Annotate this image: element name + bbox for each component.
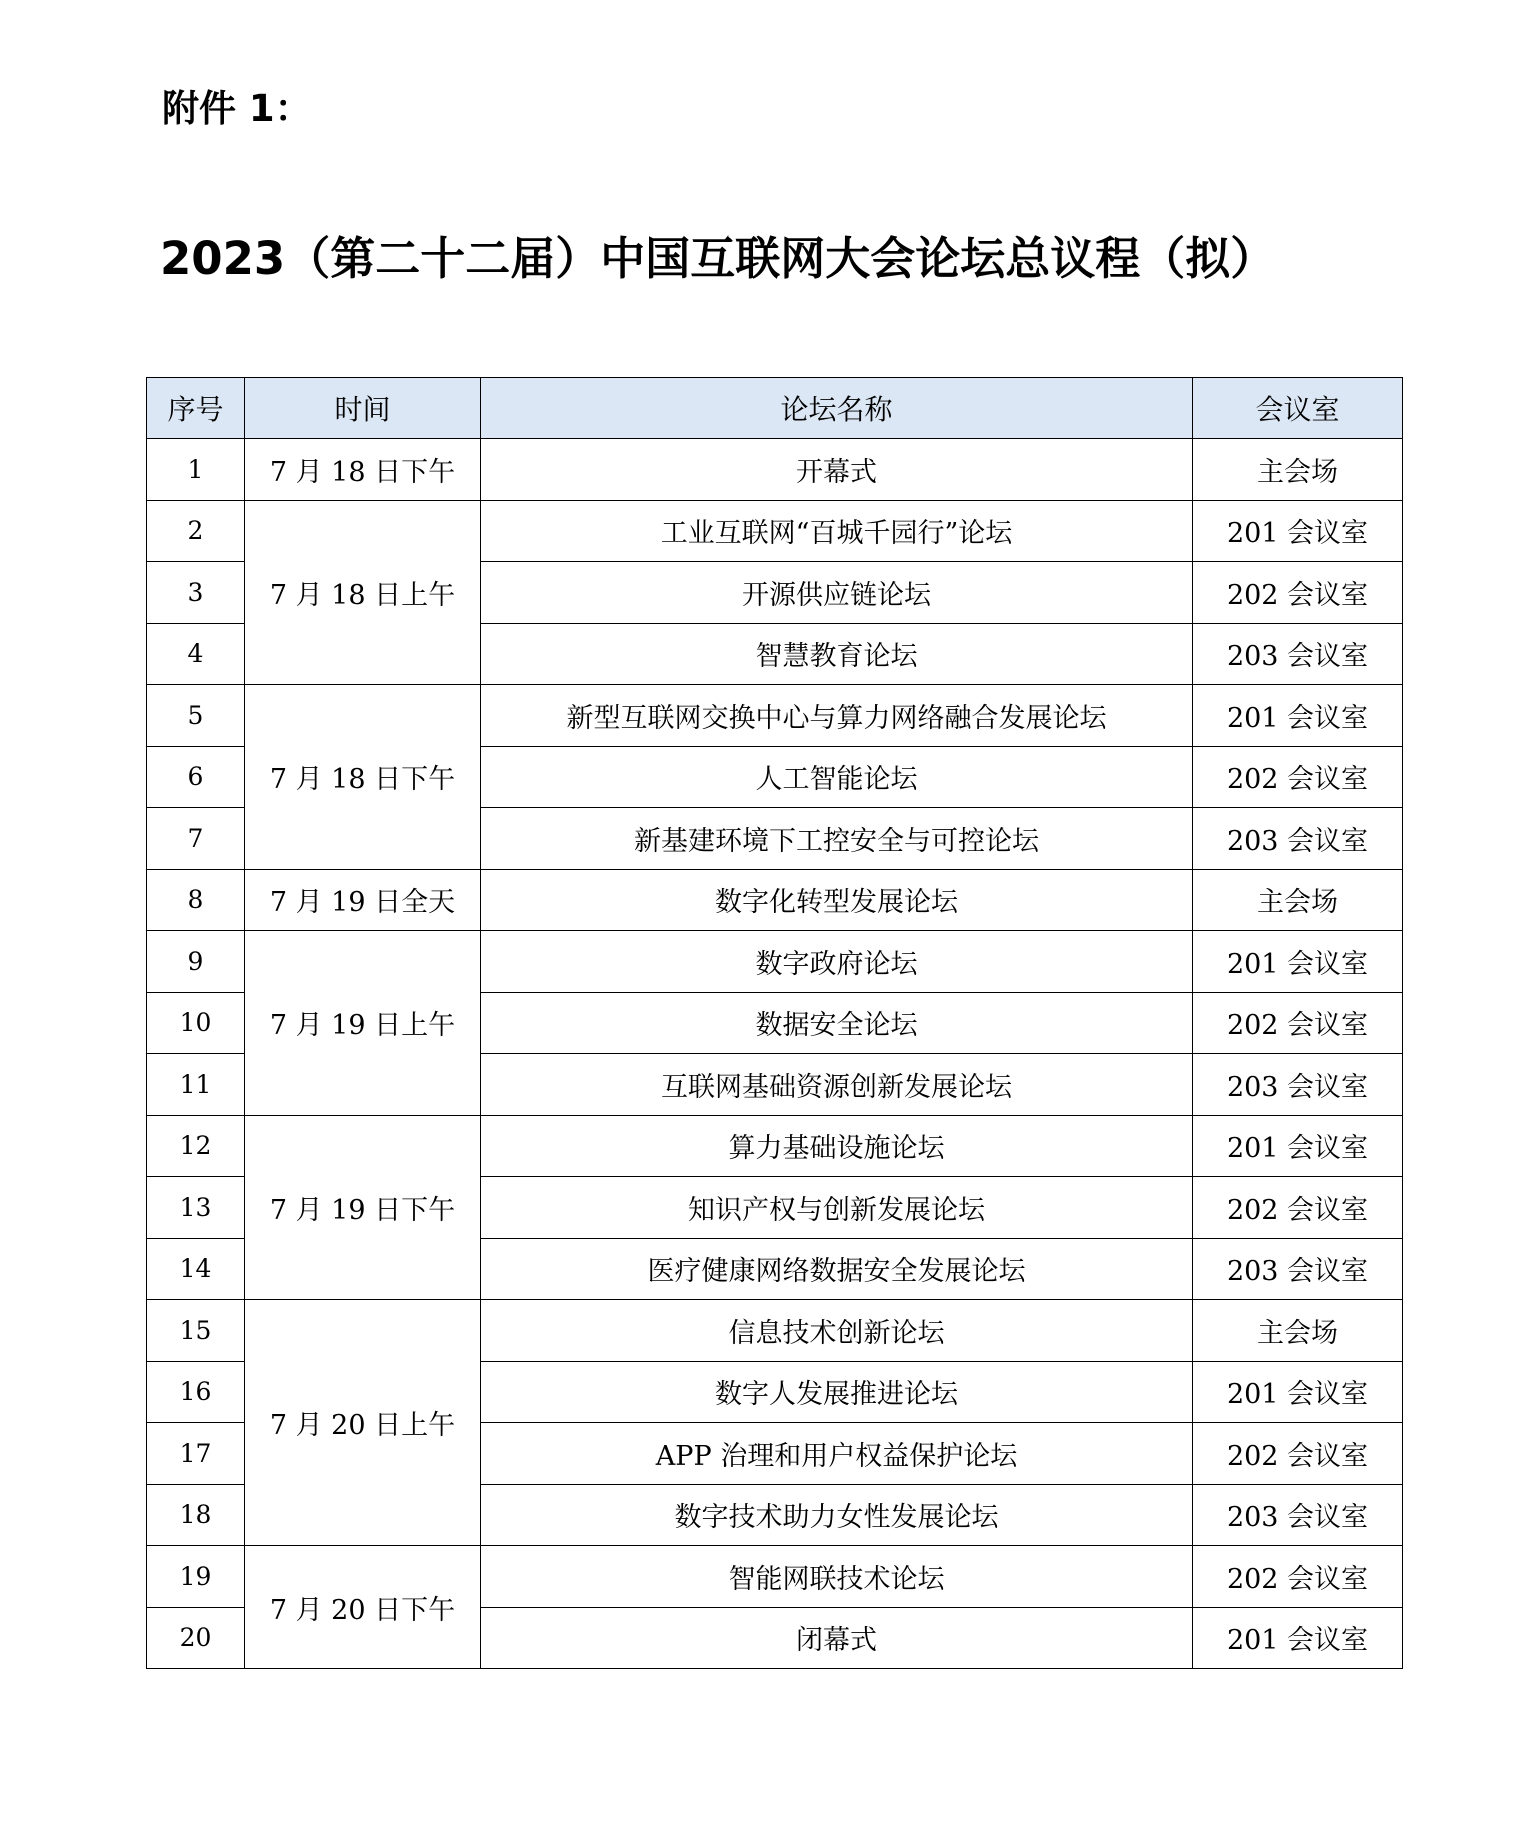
row-room: 主会场 <box>1193 869 1403 931</box>
row-room: 202 会议室 <box>1193 1546 1403 1608</box>
row-room: 203 会议室 <box>1193 1054 1403 1116</box>
row-forum: 开源供应链论坛 <box>481 562 1193 624</box>
row-seq: 9 <box>147 931 245 993</box>
page-title: 2023（第二十二届）中国互联网大会论坛总议程（拟） <box>160 232 1276 285</box>
row-forum: 数据安全论坛 <box>481 992 1193 1054</box>
row-seq: 12 <box>147 1115 245 1177</box>
row-time: 7 月 18 日下午 <box>245 685 481 870</box>
row-room: 201 会议室 <box>1193 1607 1403 1669</box>
row-room: 201 会议室 <box>1193 1115 1403 1177</box>
table-row <box>147 1115 1403 1177</box>
header-forum-name: 论坛名称 <box>481 378 1193 439</box>
row-room: 201 会议室 <box>1193 1361 1403 1423</box>
table-header <box>147 378 1403 439</box>
row-room: 203 会议室 <box>1193 1238 1403 1300</box>
row-seq: 15 <box>147 1300 245 1362</box>
row-forum: 新型互联网交换中心与算力网络融合发展论坛 <box>481 685 1193 747</box>
row-seq: 18 <box>147 1484 245 1546</box>
row-forum: 医疗健康网络数据安全发展论坛 <box>481 1238 1193 1300</box>
row-room: 203 会议室 <box>1193 1484 1403 1546</box>
table-row <box>147 931 1403 993</box>
row-seq: 4 <box>147 623 245 685</box>
row-forum: 数字政府论坛 <box>481 931 1193 993</box>
row-seq: 2 <box>147 500 245 562</box>
row-seq: 8 <box>147 869 245 931</box>
row-seq: 19 <box>147 1546 245 1608</box>
row-room: 203 会议室 <box>1193 808 1403 870</box>
table-row <box>147 685 1403 747</box>
row-room: 201 会议室 <box>1193 931 1403 993</box>
row-room: 201 会议室 <box>1193 685 1403 747</box>
row-seq: 13 <box>147 1177 245 1239</box>
row-time: 7 月 19 日下午 <box>245 1115 481 1300</box>
agenda-table <box>146 377 1403 1669</box>
row-forum: APP 治理和用户权益保护论坛 <box>481 1423 1193 1485</box>
row-seq: 16 <box>147 1361 245 1423</box>
table-row <box>147 439 1403 501</box>
row-forum: 信息技术创新论坛 <box>481 1300 1193 1362</box>
row-forum: 知识产权与创新发展论坛 <box>481 1177 1193 1239</box>
table-row <box>147 500 1403 562</box>
row-time: 7 月 18 日上午 <box>245 500 481 685</box>
table-row <box>147 1300 1403 1362</box>
row-room: 202 会议室 <box>1193 1423 1403 1485</box>
row-time: 7 月 19 日全天 <box>245 869 481 931</box>
row-seq: 11 <box>147 1054 245 1116</box>
row-forum: 闭幕式 <box>481 1607 1193 1669</box>
row-seq: 20 <box>147 1607 245 1669</box>
row-seq: 6 <box>147 746 245 808</box>
row-forum: 数字人发展推进论坛 <box>481 1361 1193 1423</box>
table-row <box>147 1546 1403 1608</box>
row-seq: 17 <box>147 1423 245 1485</box>
row-seq: 7 <box>147 808 245 870</box>
row-time: 7 月 20 日下午 <box>245 1546 481 1669</box>
row-forum: 互联网基础资源创新发展论坛 <box>481 1054 1193 1116</box>
row-seq: 10 <box>147 992 245 1054</box>
row-time: 7 月 20 日上午 <box>245 1300 481 1546</box>
row-forum: 数字化转型发展论坛 <box>481 869 1193 931</box>
row-forum: 算力基础设施论坛 <box>481 1115 1193 1177</box>
row-time: 7 月 18 日下午 <box>245 439 481 501</box>
row-room: 202 会议室 <box>1193 746 1403 808</box>
row-seq: 3 <box>147 562 245 624</box>
row-forum: 人工智能论坛 <box>481 746 1193 808</box>
row-seq: 5 <box>147 685 245 747</box>
row-forum: 工业互联网“百城千园行”论坛 <box>481 500 1193 562</box>
attachment-label: 附件 1： <box>162 87 312 130</box>
row-room: 202 会议室 <box>1193 1177 1403 1239</box>
row-room: 主会场 <box>1193 1300 1403 1362</box>
header-time: 时间 <box>245 378 481 439</box>
row-forum: 智慧教育论坛 <box>481 623 1193 685</box>
row-room: 201 会议室 <box>1193 500 1403 562</box>
row-room: 主会场 <box>1193 439 1403 501</box>
row-forum: 开幕式 <box>481 439 1193 501</box>
row-time: 7 月 19 日上午 <box>245 931 481 1116</box>
header-seq: 序号 <box>147 378 245 439</box>
header-row <box>147 378 1403 439</box>
table-row <box>147 869 1403 931</box>
row-room: 202 会议室 <box>1193 562 1403 624</box>
row-forum: 智能网联技术论坛 <box>481 1546 1193 1608</box>
row-forum: 数字技术助力女性发展论坛 <box>481 1484 1193 1546</box>
row-seq: 1 <box>147 439 245 501</box>
header-room: 会议室 <box>1193 378 1403 439</box>
row-room: 202 会议室 <box>1193 992 1403 1054</box>
row-forum: 新基建环境下工控安全与可控论坛 <box>481 808 1193 870</box>
row-seq: 14 <box>147 1238 245 1300</box>
row-room: 203 会议室 <box>1193 623 1403 685</box>
table-body <box>147 439 1403 1669</box>
